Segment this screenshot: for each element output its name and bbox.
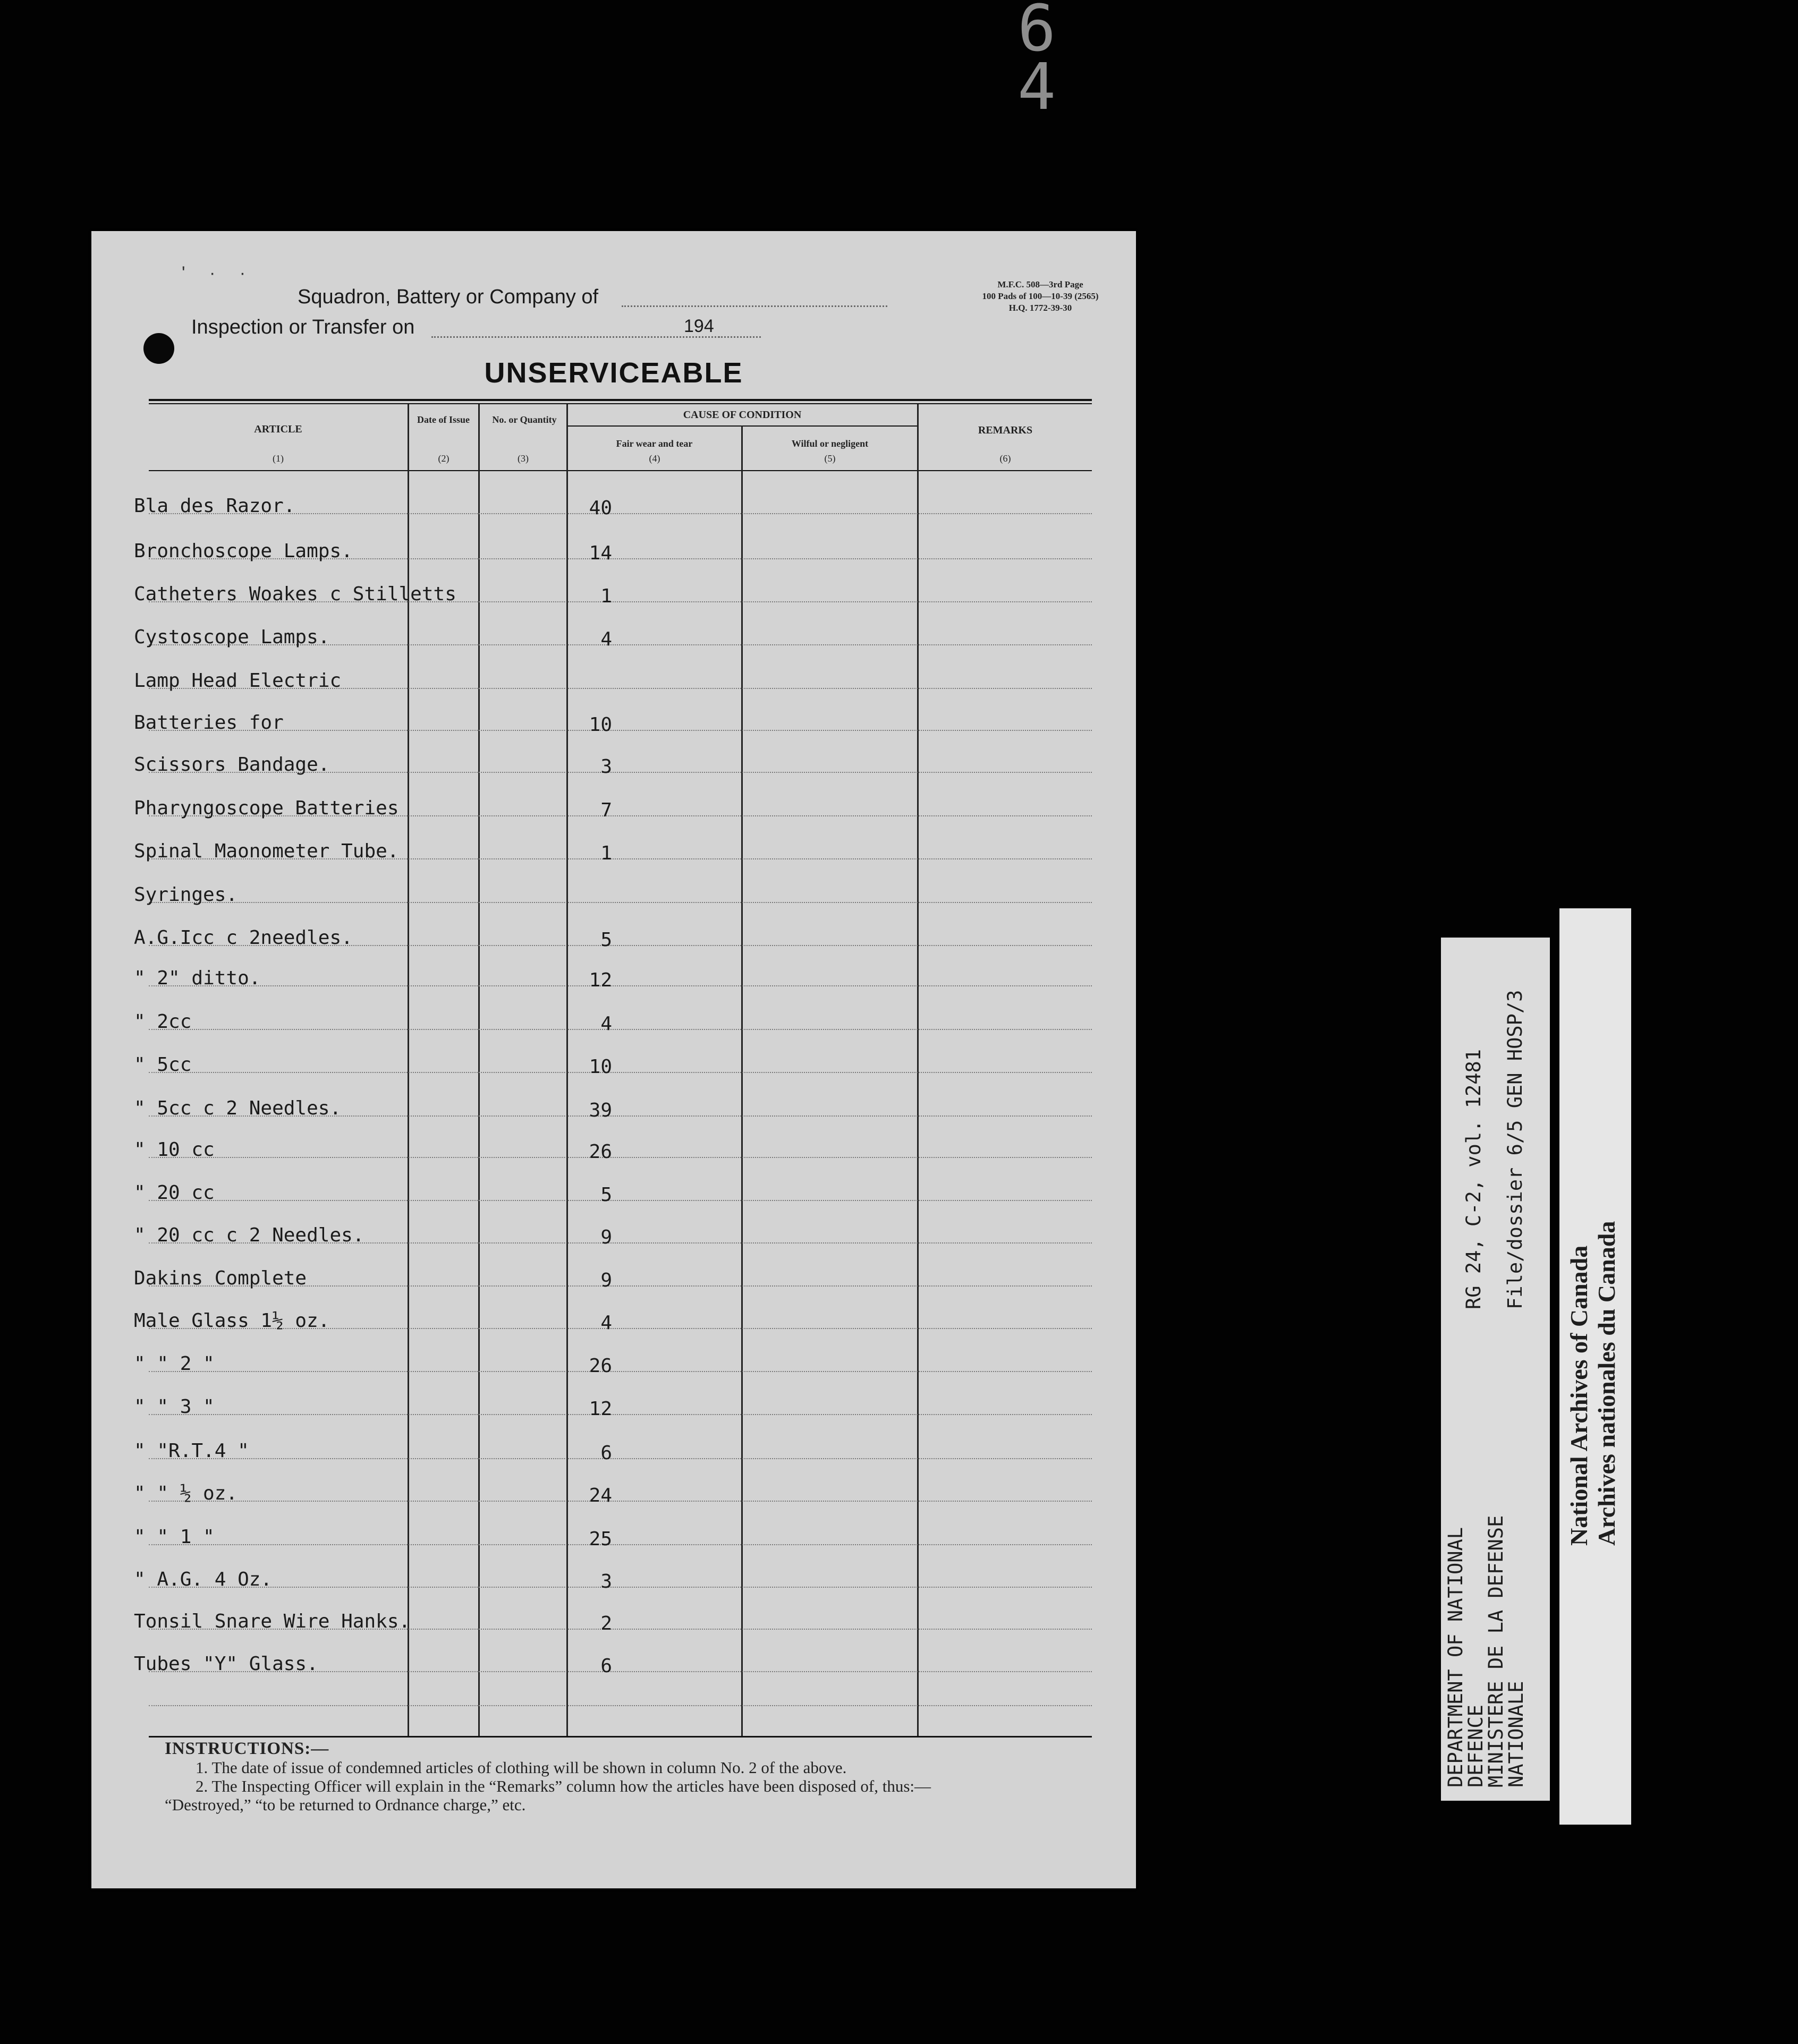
article-cell: " 2" ditto.	[134, 967, 261, 989]
col-header-article: ARTICLE	[254, 423, 302, 435]
article-cell: Catheters Woakes c Stilletts	[134, 583, 456, 605]
instruction-item-continuation: “Destroyed,” “to be returned to Ordnance charge,” etc.	[165, 1795, 526, 1814]
quantity-cell: 5	[600, 929, 612, 951]
article-cell: Scissors Bandage.	[134, 754, 330, 776]
col-header-cause: CAUSE OF CONDITION	[683, 409, 802, 421]
article-cell: " " 1 "	[134, 1526, 215, 1548]
quantity-cell: 5	[600, 1184, 612, 1206]
quantity-cell: 10	[589, 714, 612, 736]
article-cell: Syringes.	[134, 884, 238, 906]
instructions	[165, 1740, 1100, 1814]
article-cell: Spinal Maonometer Tube.	[134, 840, 399, 862]
quantity-cell: 10	[589, 1056, 612, 1078]
tick-marks: ' · ·	[182, 263, 256, 283]
quantity-cell: 9	[600, 1270, 612, 1291]
col-header-wilful: Wilful or negligent	[791, 438, 869, 449]
article-cell: Tubes "Y" Glass.	[134, 1653, 318, 1675]
col-number: (2)	[438, 453, 449, 464]
article-cell: Male Glass 1½ oz.	[134, 1310, 330, 1332]
header-squadron-blank	[622, 305, 887, 307]
article-cell: " 2cc	[134, 1011, 192, 1033]
header-inspection-label: Inspection or Transfer on	[191, 316, 415, 338]
col-header-date: Date of Issue	[417, 414, 470, 425]
article-cell: " "R.T.4 "	[134, 1440, 249, 1462]
quantity-cell: 24	[589, 1485, 612, 1506]
col-number: (6)	[999, 453, 1011, 464]
instructions-heading: INSTRUCTIONS:—	[165, 1739, 329, 1758]
article-cell: " 5cc c 2 Needles.	[134, 1097, 342, 1119]
frame-number: 6 4	[1017, 0, 1078, 124]
quantity-cell: 6	[600, 1442, 612, 1464]
department-line: DEFENCE	[1464, 1705, 1487, 1787]
col-header-fair-wear: Fair wear and tear	[616, 438, 693, 449]
article-cell: Dakins Complete	[134, 1267, 307, 1289]
department-line: DEPARTMENT OF NATIONAL	[1444, 1527, 1467, 1787]
quantity-cell: 1	[600, 842, 612, 864]
article-cell: " 10 cc	[134, 1139, 215, 1161]
table-top-rule-thin	[149, 403, 1092, 404]
quantity-cell: 1	[600, 585, 612, 607]
table-top-rule	[149, 399, 1092, 401]
article-cell: " " ½ oz.	[134, 1483, 238, 1504]
archive-reference-line: RG 24, C-2, vol. 12481	[1462, 1049, 1485, 1309]
instruction-item: 2. The Inspecting Officer will explain in the “Remarks” column how the articles have been disposed of, thus:—	[196, 1777, 931, 1795]
form-title: UNSERVICEABLE	[484, 357, 743, 389]
quantity-cell: 3	[600, 1571, 612, 1592]
quantity-cell: 2	[600, 1613, 612, 1634]
form-reference-line: H.Q. 1772-39-30	[1008, 303, 1072, 313]
quantity-cell: 40	[589, 497, 612, 519]
quantity-cell: 3	[600, 756, 612, 778]
instruction-item: 1. The date of issue of condemned articles of clothing will be shown in column No. 2 of the above.	[196, 1758, 847, 1777]
cause-header-rule	[567, 425, 918, 427]
quantity-cell: 39	[589, 1100, 612, 1121]
form-sheet	[91, 231, 1136, 1888]
form-reference-line: 100 Pads of 100—10-39 (2565)	[982, 291, 1099, 301]
article-cell: A.G.Icc c 2needles.	[134, 927, 353, 949]
article-cell: " A.G. 4 Oz.	[134, 1569, 273, 1590]
form-reference	[950, 279, 1131, 314]
col-header-quantity: No. or Quantity	[492, 414, 557, 425]
col-number: (1)	[273, 453, 284, 464]
archive-reference-line: File/dossier 6/5 GEN HOSP/3	[1504, 990, 1526, 1309]
col-divider	[741, 425, 743, 1736]
quantity-cell: 12	[589, 969, 612, 991]
archives-name-en: National Archives of Canada	[1565, 1245, 1592, 1546]
col-number: (4)	[649, 453, 660, 464]
quantity-cell: 7	[600, 799, 612, 821]
table-row-line	[149, 1705, 1092, 1706]
quantity-cell: 12	[589, 1398, 612, 1420]
article-cell: " 5cc	[134, 1054, 192, 1076]
archives-name-fr: Archives nationales du Canada	[1593, 1221, 1620, 1546]
article-cell: " 20 cc c 2 Needles.	[134, 1224, 364, 1246]
col-number: (5)	[824, 453, 836, 464]
quantity-cell: 25	[589, 1528, 612, 1550]
header-squadron-label: Squadron, Battery or Company of	[298, 286, 599, 308]
quantity-cell: 6	[600, 1655, 612, 1677]
quantity-cell: 4	[600, 1013, 612, 1035]
article-cell: Cystoscope Lamps.	[134, 626, 330, 648]
article-cell: Batteries for	[134, 712, 284, 734]
archive-reference-label	[1441, 938, 1550, 1801]
article-cell: Bla des Razor.	[134, 495, 295, 517]
table-header-rule	[149, 470, 1092, 471]
article-cell: Tonsil Snare Wire Hanks.	[134, 1611, 411, 1632]
archives-name-label	[1559, 908, 1631, 1825]
form-reference-line: M.F.C. 508—3rd Page	[997, 279, 1083, 289]
table-bottom-rule	[149, 1736, 1092, 1738]
article-cell: Pharyngoscope Batteries	[134, 797, 399, 819]
header-year: 194	[684, 316, 714, 336]
col-header-remarks: REMARKS	[978, 424, 1033, 436]
col-number: (3)	[518, 453, 529, 464]
quantity-cell: 14	[589, 542, 612, 564]
header-year-blank	[718, 336, 761, 338]
department-line: MINISTERE DE LA DEFENSE	[1485, 1515, 1507, 1787]
quantity-cell: 4	[600, 628, 612, 650]
quantity-cell: 9	[600, 1227, 612, 1248]
quantity-cell: 4	[600, 1312, 612, 1334]
article-cell: " " 3 "	[134, 1396, 215, 1418]
article-cell: Bronchoscope Lamps.	[134, 540, 353, 562]
article-cell: " " 2 "	[134, 1353, 215, 1375]
col-divider	[917, 404, 919, 1736]
quantity-cell: 26	[589, 1355, 612, 1377]
quantity-cell: 26	[589, 1141, 612, 1163]
article-cell: " 20 cc	[134, 1182, 215, 1204]
department-line: NATIONALE	[1505, 1681, 1528, 1787]
article-cell: Lamp Head Electric	[134, 670, 342, 692]
